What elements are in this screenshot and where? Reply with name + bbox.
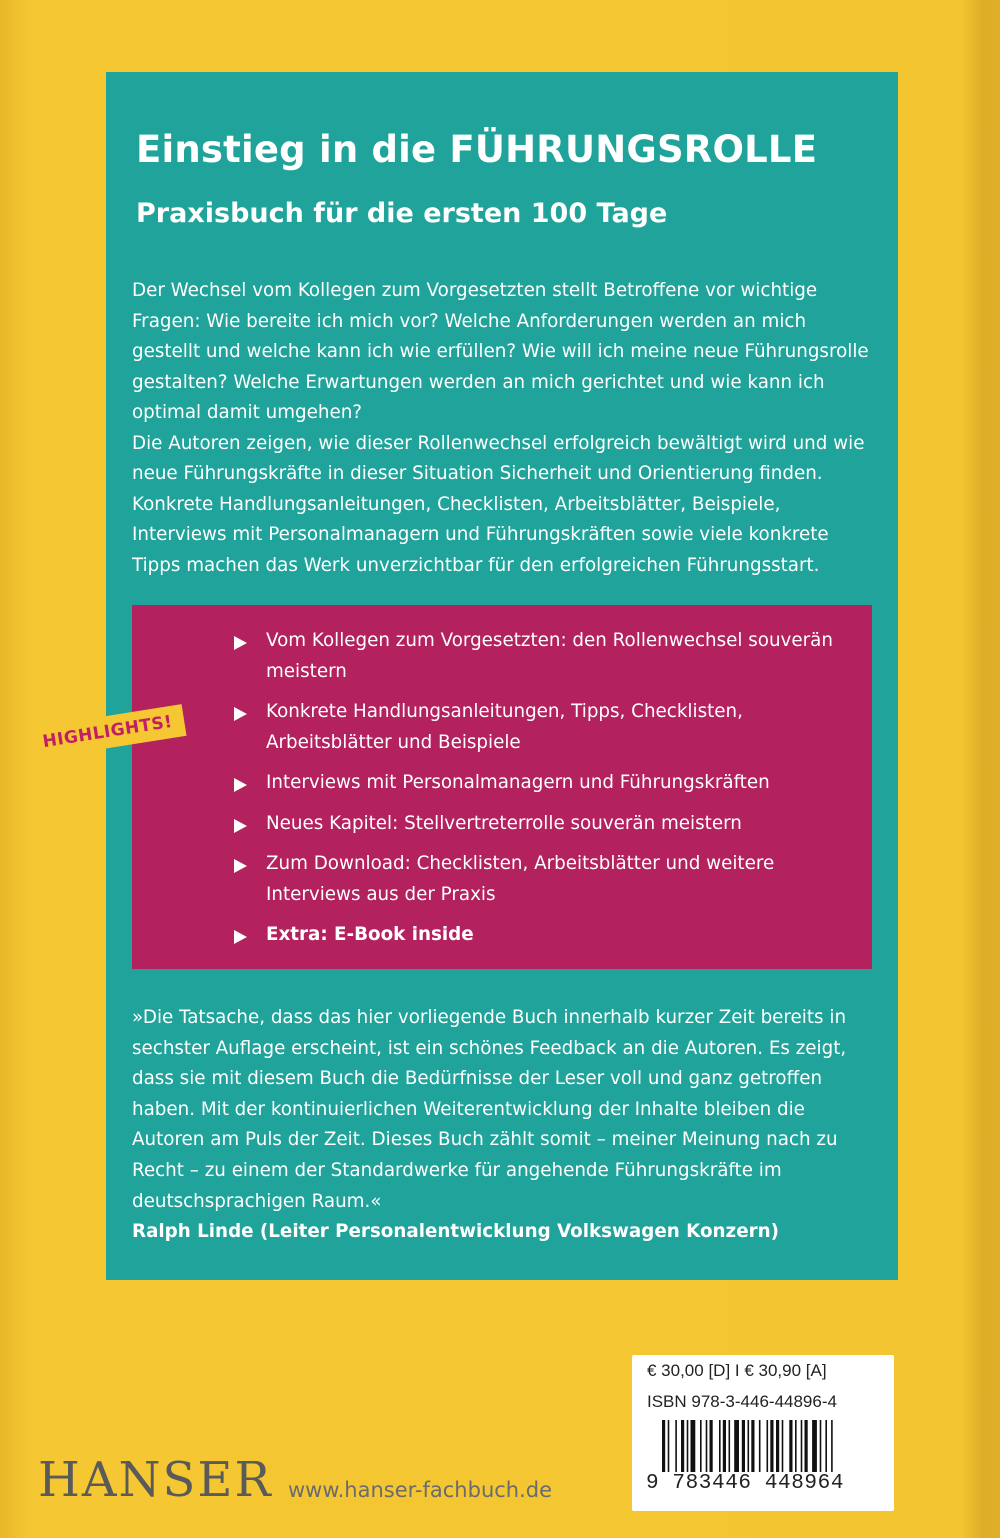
highlights-badge: HIGHLIGHTS! (28, 704, 186, 760)
intro-paragraph: Der Wechsel vom Kollegen zum Vorgesetzten stellt Betroffene vor wichtige Fragen: Wie bereite ich mich vor? Welche Anforderungen werden an mich gestellt und welche kann ich wie erfüllen? Wie will ich meine neue Führungsrolle gestalten? Welche Erwartungen werden an mich gerichtet und wie kann ich optimal damit umgehen? (132, 280, 869, 423)
price-text: € 30,00 [D] I € 30,90 [A] (647, 1361, 827, 1380)
testimonial-quote (132, 1003, 874, 1248)
highlight-text: Konkrete Handlungsanleitungen, Tipps, Checklisten, Arbeitsblätter und Beispiele (266, 701, 743, 753)
highlight-text: Vom Kollegen zum Vorgesetzten: den Rollenwechsel souverän meistern (266, 630, 833, 682)
barcode-digits: 9 783446 448964 (646, 1472, 886, 1495)
highlight-item (234, 809, 854, 840)
triangle-bullet-icon (234, 778, 247, 792)
triangle-bullet-icon (234, 636, 247, 650)
cover-spine-edge (962, 0, 1000, 1538)
quote-text: »Die Tatsache, dass das hier vorliegende Buch innerhalb kurzer Zeit bereits in sechster Auflage erscheint, ist ein schönes Feedback an die Autoren. Es zeigt, dass sie mit diesem Buch die Bedürfnisse der Leser voll und ganz getroffen haben. Mit der kontinuierlichen Weiterentwicklung der Inhalte bleiben die Autoren am Puls der Zeit. Dieses Buch zählt somit – meiner Meinung nach zu Recht – zu einem der Standardwerke für angehende Führungskräfte im deutschsprachigen Raum.« (132, 1007, 847, 1212)
triangle-bullet-icon (234, 859, 247, 873)
highlight-text: Zum Download: Checklisten, Arbeitsblätter und weitere Interviews aus der Praxis (266, 853, 775, 905)
publisher-url: www.hanser-fachbuch.de (288, 1478, 553, 1502)
highlight-text: Extra: E-Book inside (266, 924, 474, 945)
highlight-text: Interviews mit Personalmanagern und Führungskräften (266, 772, 770, 793)
highlight-text: Neues Kapitel: Stellvertreterrolle souverän meistern (266, 812, 742, 834)
highlight-item-extra (234, 920, 854, 951)
intro-paragraph: Die Autoren zeigen, wie dieser Rollenwechsel erfolgreich bewältigt wird und wie neue Führungskräfte in dieser Situation Sicherheit und Orientierung finden. Konkrete Handlungsanleitungen, Checklisten, Arbeitsblätter, Beispiele, Interviews mit Personalmanagern und Führungskräften sowie viele konkrete Tipps machen das Werk unverzichtbar für den erfolgreichen Führungsstart. (132, 432, 865, 576)
triangle-bullet-icon (234, 819, 247, 833)
highlights-list (234, 626, 854, 961)
highlight-item (234, 768, 854, 799)
highlight-item (234, 697, 854, 758)
quote-author: Ralph Linde (Leiter Personalentwicklung Volkswagen Konzern) (132, 1221, 779, 1243)
publisher-logo: HANSER (38, 1452, 273, 1508)
book-subtitle: Praxisbuch für die ersten 100 Tage (136, 198, 668, 229)
book-title: Einstieg in die FÜHRUNGSROLLE (136, 128, 818, 171)
highlight-item (234, 626, 854, 687)
intro-text (132, 276, 872, 581)
highlight-item (234, 849, 854, 910)
triangle-bullet-icon (234, 930, 247, 944)
triangle-bullet-icon (234, 707, 247, 721)
isbn-text: ISBN 978-3-446-44896-4 (647, 1392, 837, 1411)
